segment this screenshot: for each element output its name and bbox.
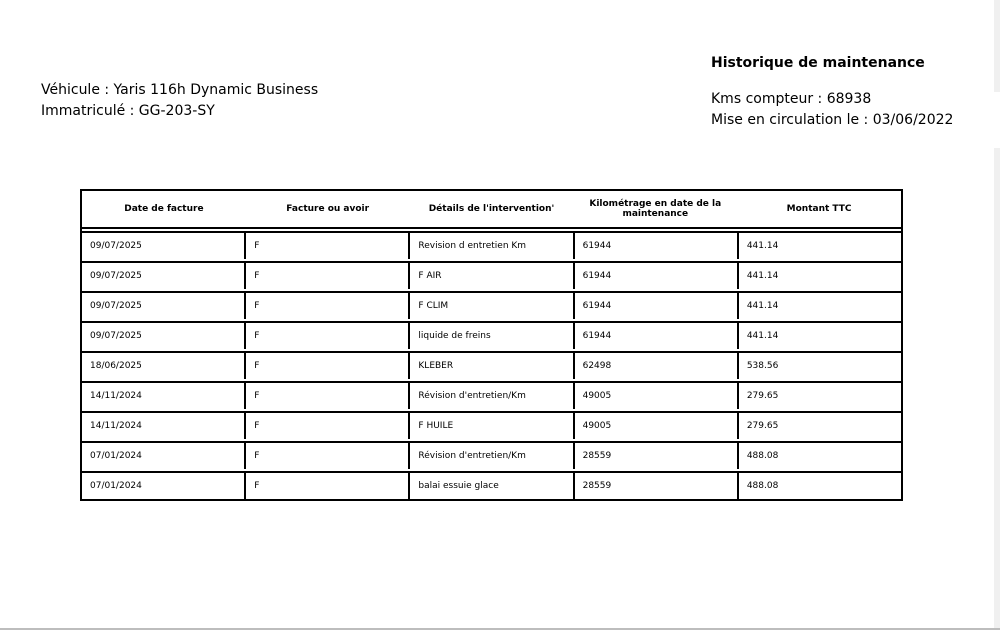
cell-invoice-date: 09/07/2025 <box>82 323 246 349</box>
cell-invoice-date: 07/01/2024 <box>82 443 246 469</box>
cell-mileage: 28559 <box>575 443 739 469</box>
cell-invoice-date: 09/07/2025 <box>82 263 246 289</box>
cell-invoice-type: F <box>246 263 410 289</box>
cell-invoice-type: F <box>246 323 410 349</box>
cell-amount: 441.14 <box>746 331 779 341</box>
column-header-invoice-date: Date de facture <box>124 204 204 214</box>
table-header-row <box>82 191 901 229</box>
vehicle-registration: Immatriculé : GG-203-SY <box>41 103 215 119</box>
cell-intervention-details: liquide de freins <box>410 323 574 349</box>
table-body <box>82 229 901 499</box>
cell-amount: 441.14 <box>746 271 779 281</box>
report-header <box>711 53 953 131</box>
vehicle-model: Véhicule : Yaris 116h Dynamic Business <box>41 82 319 98</box>
column-header-intervention-details: Détails de l'intervention' <box>428 204 555 214</box>
table-row <box>82 261 901 289</box>
cell-mileage: 61944 <box>575 293 739 319</box>
table-row <box>82 321 901 349</box>
table-row <box>82 471 901 499</box>
maintenance-table <box>80 189 903 501</box>
cell-amount: 279.65 <box>746 421 779 431</box>
report-title: Historique de maintenance <box>711 55 925 71</box>
table-row <box>82 351 901 379</box>
cell-intervention-details: Révision d'entretien/Km <box>410 383 574 409</box>
table-row <box>82 441 901 469</box>
cell-invoice-type: F <box>246 473 410 499</box>
cell-invoice-date: 14/11/2024 <box>82 413 246 439</box>
cell-invoice-date: 07/01/2024 <box>82 473 246 499</box>
cell-invoice-type: F <box>246 233 410 259</box>
cell-invoice-type: F <box>246 293 410 319</box>
cell-amount: 488.08 <box>746 451 779 461</box>
table-row <box>82 291 901 319</box>
first-registration-date: Mise en circulation le : 03/06/2022 <box>711 112 954 128</box>
report-meta <box>711 89 953 131</box>
column-header-invoice-type: Facture ou avoir <box>286 204 370 214</box>
table-row <box>82 231 901 259</box>
page-edge-gap <box>994 92 1000 148</box>
cell-intervention-details: F HUILE <box>410 413 574 439</box>
cell-intervention-details: F CLIM <box>410 293 574 319</box>
cell-intervention-details: balai essuie glace <box>410 473 574 499</box>
cell-invoice-date: 18/06/2025 <box>82 353 246 379</box>
cell-intervention-details: Revision d entretien Km <box>410 233 574 259</box>
cell-mileage: 61944 <box>575 323 739 349</box>
table-row <box>82 411 901 439</box>
cell-mileage: 49005 <box>575 383 739 409</box>
cell-invoice-type: F <box>246 413 410 439</box>
cell-mileage: 49005 <box>575 413 739 439</box>
cell-invoice-date: 09/07/2025 <box>82 293 246 319</box>
cell-amount: 441.14 <box>746 241 779 251</box>
cell-amount: 488.08 <box>746 481 779 491</box>
cell-amount: 279.65 <box>746 391 779 401</box>
cell-invoice-date: 09/07/2025 <box>82 233 246 259</box>
cell-mileage: 61944 <box>575 263 739 289</box>
table-row <box>82 381 901 409</box>
cell-invoice-date: 14/11/2024 <box>82 383 246 409</box>
cell-intervention-details: Révision d'entretien/Km <box>410 443 574 469</box>
cell-mileage: 62498 <box>575 353 739 379</box>
cell-invoice-type: F <box>246 353 410 379</box>
odometer-reading: Kms compteur : 68938 <box>711 91 872 107</box>
column-header-amount: Montant TTC <box>786 204 852 214</box>
cell-amount: 538.56 <box>746 361 779 371</box>
vehicle-info <box>41 80 318 122</box>
column-header-mileage: Kilométrage en date de la maintenance <box>589 199 722 219</box>
cell-intervention-details: F AIR <box>410 263 574 289</box>
cell-mileage: 28559 <box>575 473 739 499</box>
cell-mileage: 61944 <box>575 233 739 259</box>
cell-amount: 441.14 <box>746 301 779 311</box>
cell-intervention-details: KLEBER <box>410 353 574 379</box>
cell-invoice-type: F <box>246 383 410 409</box>
cell-invoice-type: F <box>246 443 410 469</box>
